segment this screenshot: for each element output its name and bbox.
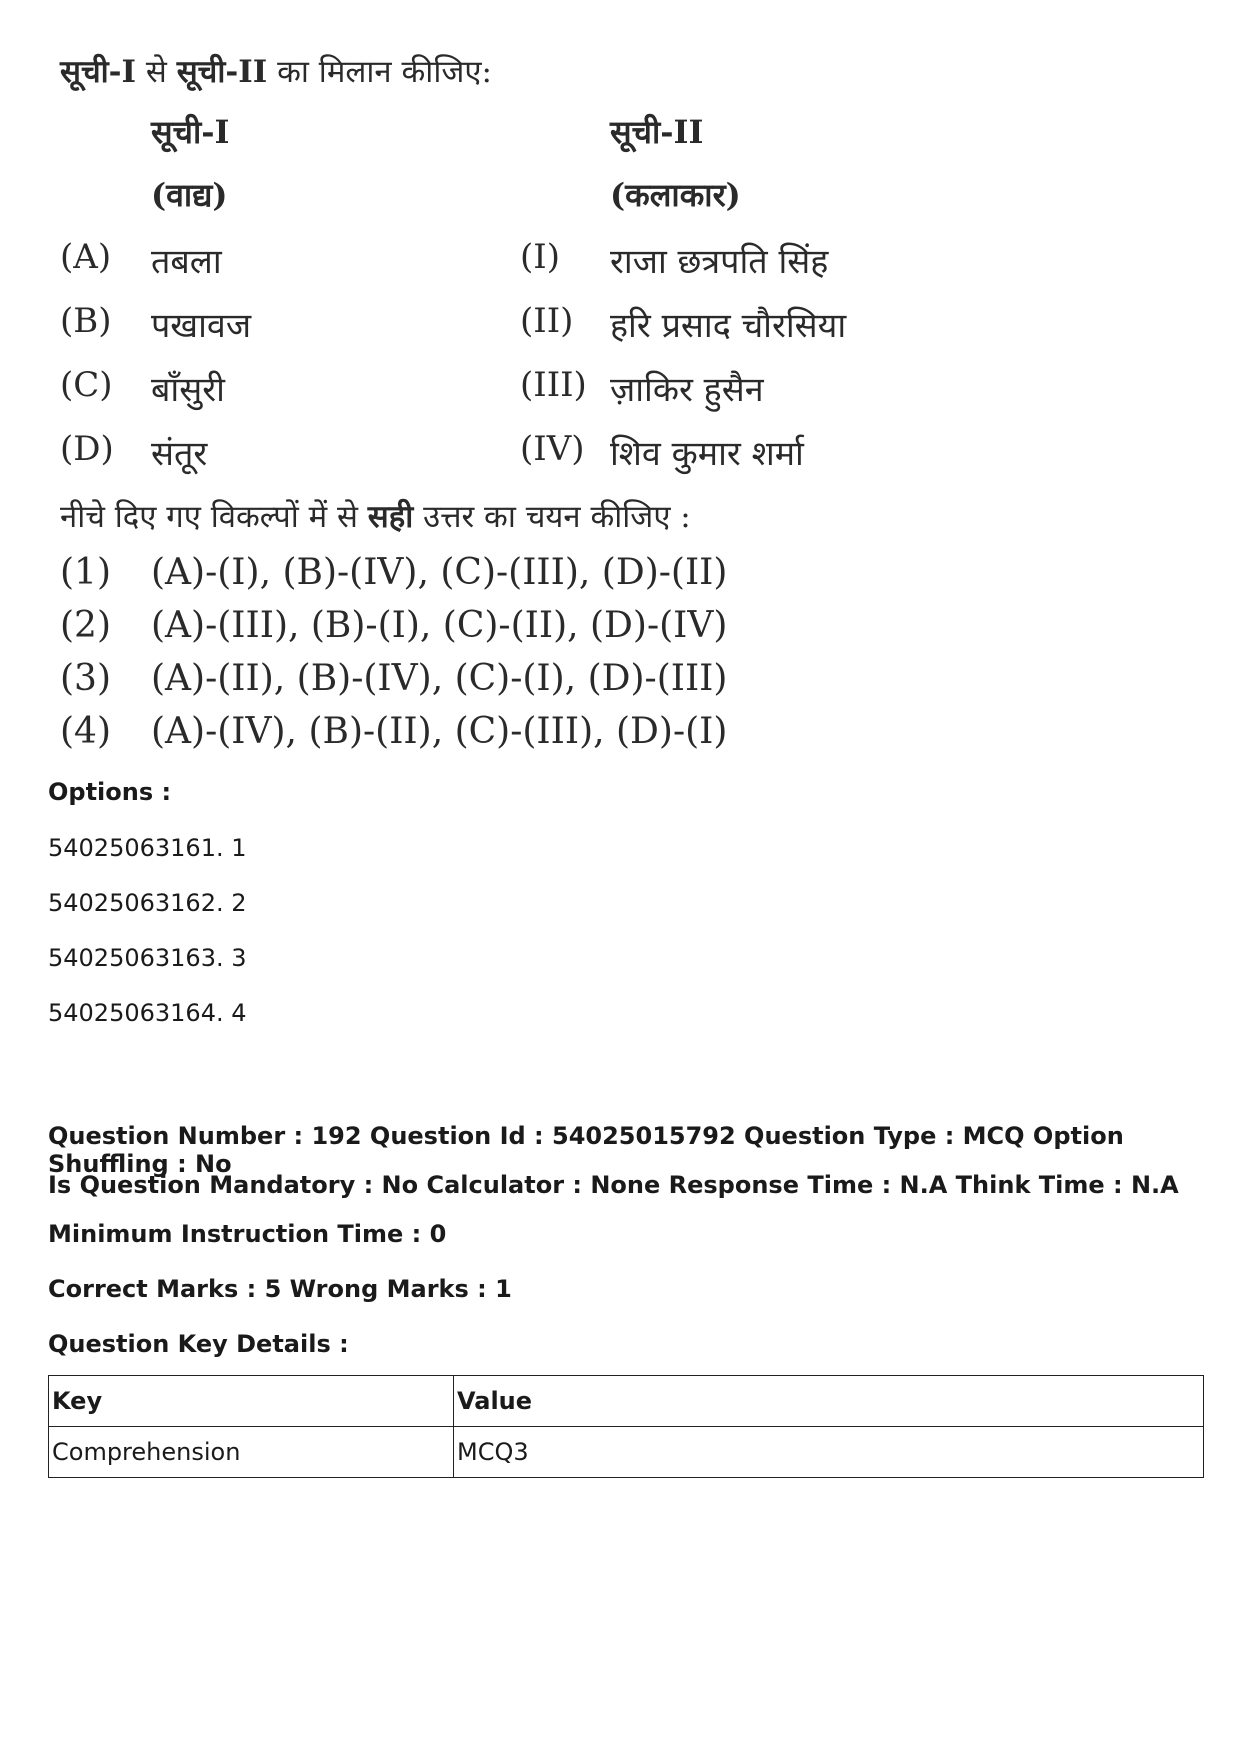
choice-number: (1)	[60, 552, 111, 593]
key-details-heading: Question Key Details :	[48, 1330, 349, 1358]
list2-item: हरि प्रसाद चौरसिया	[610, 306, 847, 346]
choice-text: (A)-(III), (B)-(I), (C)-(II), (D)-(IV)	[151, 605, 728, 646]
choice-text: (A)-(II), (B)-(IV), (C)-(I), (D)-(III)	[151, 658, 728, 699]
table-cell-value: MCQ3	[454, 1427, 1204, 1478]
list2-label: (I)	[520, 237, 560, 277]
list1-label: (C)	[60, 365, 113, 405]
list2-label: (II)	[520, 301, 574, 341]
list1-item: तबला	[151, 242, 222, 282]
choice-number: (2)	[60, 605, 111, 646]
list1-label: (D)	[60, 429, 114, 469]
option-item: 54025063161. 1	[48, 834, 247, 862]
option-item: 54025063164. 4	[48, 999, 247, 1027]
question-meta-line1: Question Number : 192 Question Id : 54025015792 Question Type : MCQ Option Shuffling : No	[48, 1122, 1124, 1178]
choice-number: (3)	[60, 658, 111, 699]
marks-line: Correct Marks : 5 Wrong Marks : 1	[48, 1275, 512, 1303]
list1-heading: सूची-I	[151, 113, 230, 151]
table-header-key: Key	[49, 1376, 454, 1427]
list1-item: संतूर	[151, 434, 208, 474]
choice-text: (A)-(I), (B)-(IV), (C)-(III), (D)-(II)	[151, 552, 728, 593]
option-item: 54025063163. 3	[48, 944, 247, 972]
list1-item: बाँसुरी	[151, 370, 225, 410]
choice-number: (4)	[60, 711, 111, 752]
list2-label: (IV)	[520, 429, 585, 469]
table-row	[49, 1427, 1204, 1478]
table-header-value: Value	[454, 1376, 1204, 1427]
list1-subheading: (वाद्य)	[151, 176, 228, 214]
list2-item: शिव कुमार शर्मा	[610, 434, 804, 474]
list1-label: (A)	[60, 237, 112, 277]
choice-text: (A)-(IV), (B)-(II), (C)-(III), (D)-(I)	[151, 711, 728, 752]
list2-label: (III)	[520, 365, 587, 405]
list1-item: पखावज	[151, 306, 252, 346]
question-title: सूची-I से सूची-II का मिलान कीजिए:	[60, 54, 492, 90]
list1-label: (B)	[60, 301, 112, 341]
key-details-table	[48, 1375, 1204, 1478]
option-item: 54025063162. 2	[48, 889, 247, 917]
list2-item: राजा छत्रपति सिंह	[610, 242, 829, 282]
instruction: नीचे दिए गए विकल्पों में से सही उत्तर का चयन कीजिए :	[60, 499, 691, 535]
table-cell-key: Comprehension	[49, 1427, 454, 1478]
table-header-row	[49, 1376, 1204, 1427]
list2-subheading: (कलाकार)	[610, 176, 741, 214]
question-image	[48, 40, 868, 760]
list2-item: ज़ाकिर हुसैन	[610, 370, 764, 410]
question-meta-line3: Minimum Instruction Time : 0	[48, 1220, 447, 1248]
list2-heading: सूची-II	[610, 113, 704, 151]
options-heading: Options :	[48, 778, 172, 806]
question-meta-line2: Is Question Mandatory : No Calculator : None Response Time : N.A Think Time : N.A	[48, 1171, 1179, 1199]
